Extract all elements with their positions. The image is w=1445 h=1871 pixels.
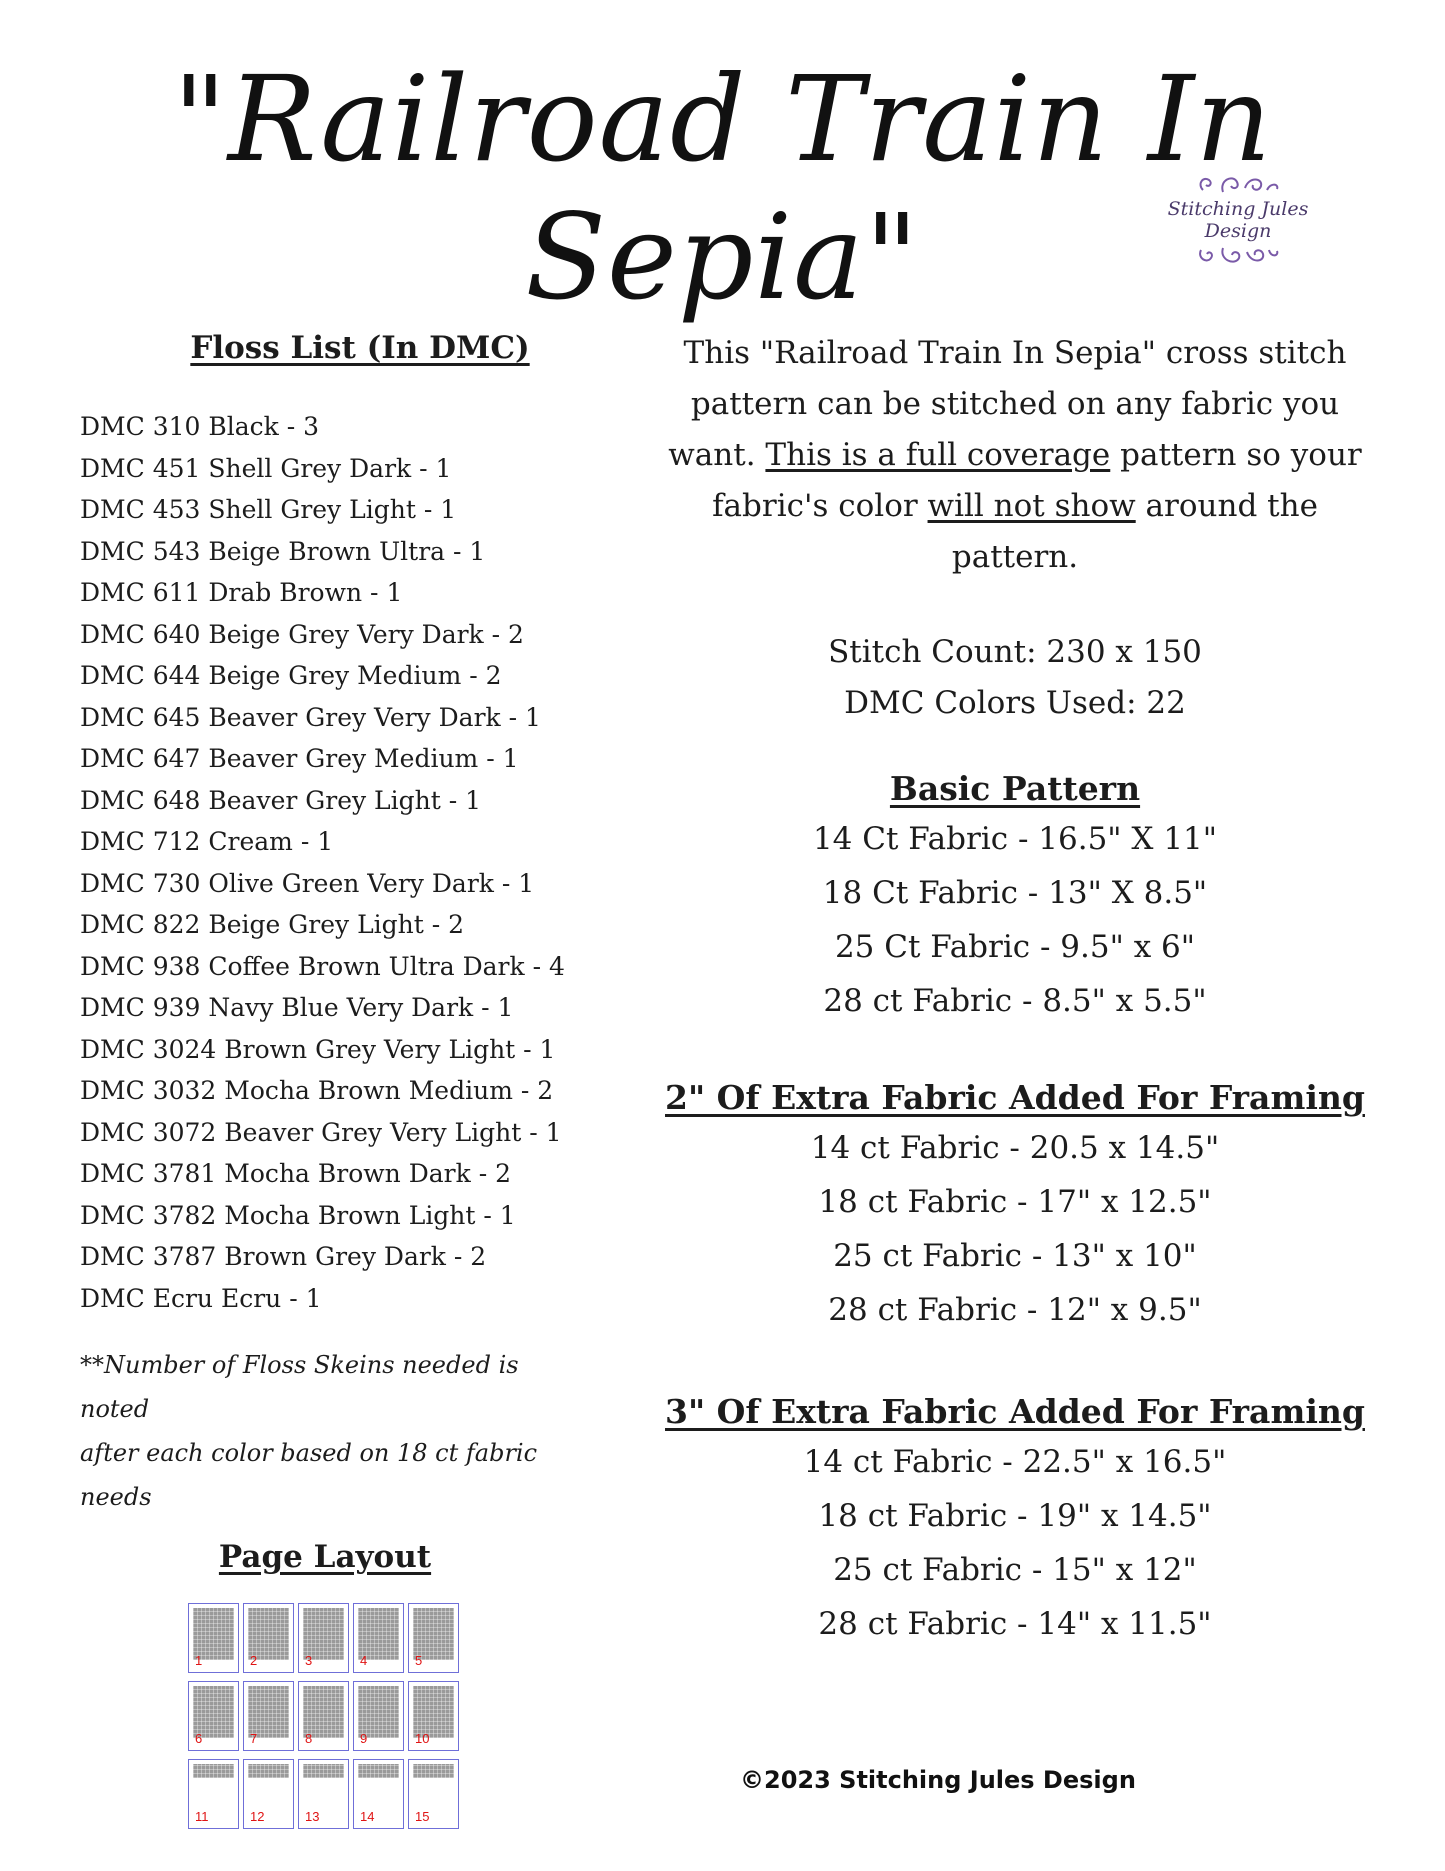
page-layout-heading: Page Layout	[218, 1539, 432, 1575]
size-item: 28 ct Fabric - 14" x 11.5"	[818, 1606, 1212, 1642]
page-number: 8	[305, 1731, 313, 1746]
floss-note-line: after each color based on 18 ct fabric needs	[80, 1439, 538, 1511]
pattern-info-column	[660, 328, 1370, 1651]
floss-item: DMC 3072 Beaver Grey Very Light - 1	[80, 1117, 562, 1147]
size-item: 28 ct Fabric - 12" x 9.5"	[828, 1292, 1202, 1328]
full-coverage-emphasis: This is a full coverage	[765, 437, 1111, 473]
size-item: 18 Ct Fabric - 13" X 8.5"	[822, 875, 1208, 911]
brand-logo	[1138, 170, 1338, 274]
floss-item: DMC 730 Olive Green Very Dark - 1	[80, 868, 535, 898]
basic-pattern-heading: Basic Pattern	[889, 769, 1141, 808]
page-thumbnail	[353, 1681, 404, 1751]
page-title: "Railroad Train In Sepia"	[172, 50, 1273, 326]
basic-size-list	[660, 812, 1370, 1028]
floss-item: DMC 645 Beaver Grey Very Dark - 1	[80, 702, 541, 732]
floss-item: DMC 822 Beige Grey Light - 2	[80, 910, 465, 939]
floss-item: DMC 611 Drab Brown - 1	[80, 578, 403, 607]
page-thumbnail	[188, 1681, 239, 1751]
size-item: 18 ct Fabric - 17" x 12.5"	[818, 1184, 1212, 1220]
page-number: 7	[250, 1731, 258, 1746]
intro-text: around the pattern.	[951, 488, 1318, 575]
page-thumbnail	[353, 1759, 404, 1829]
floss-item: DMC 3024 Brown Grey Very Light - 1	[80, 1034, 556, 1064]
page-thumbnail	[298, 1759, 349, 1829]
page-number: 12	[250, 1809, 265, 1824]
extra-2in-size-list	[660, 1121, 1370, 1337]
size-item: 25 Ct Fabric - 9.5" x 6"	[834, 929, 1196, 965]
size-item: 18 ct Fabric - 19" x 14.5"	[818, 1498, 1212, 1534]
page-number: 9	[360, 1731, 368, 1746]
extra-3in-size-list	[660, 1435, 1370, 1651]
page-thumbnail	[408, 1603, 459, 1673]
floss-item: DMC 647 Beaver Grey Medium - 1	[80, 744, 519, 773]
size-item: 25 ct Fabric - 13" x 10"	[833, 1238, 1197, 1274]
size-item: 25 ct Fabric - 15" x 12"	[833, 1552, 1197, 1588]
extra-2in-heading: 2" Of Extra Fabric Added For Framing	[665, 1078, 1365, 1117]
page-thumbnail	[243, 1603, 294, 1673]
floss-item: DMC 3781 Mocha Brown Dark - 2	[80, 1159, 512, 1188]
floss-item: DMC 644 Beige Grey Medium - 2	[80, 661, 502, 690]
size-item: 14 ct Fabric - 22.5" x 16.5"	[803, 1444, 1227, 1480]
page-number: 4	[360, 1653, 368, 1668]
floss-item: DMC 640 Beige Grey Very Dark - 2	[80, 619, 524, 649]
page-number: 14	[360, 1809, 375, 1824]
colors-used: DMC Colors Used: 22	[844, 685, 1186, 721]
floss-item: DMC 648 Beaver Grey Light - 1	[80, 785, 482, 815]
page-thumbnail	[243, 1681, 294, 1751]
floss-item: DMC 543 Beige Brown Ultra - 1	[80, 536, 486, 566]
basic-pattern-section	[660, 769, 1370, 1028]
page-thumbnail	[408, 1681, 459, 1751]
floss-item: DMC 310 Black - 3	[80, 412, 320, 441]
page-thumbnail	[298, 1681, 349, 1751]
floss-item: DMC 3032 Mocha Brown Medium - 2	[80, 1076, 554, 1105]
page-number: 10	[415, 1731, 430, 1746]
page-number: 1	[195, 1653, 203, 1668]
floss-item: DMC 939 Navy Blue Very Dark - 1	[80, 993, 514, 1022]
floss-item: DMC 712 Cream - 1	[80, 827, 334, 856]
extra-3in-section	[660, 1392, 1370, 1651]
extra-2in-section	[660, 1078, 1370, 1337]
page-thumbnail	[353, 1603, 404, 1673]
floss-note-line: **Number of Floss Skeins needed is noted	[80, 1351, 519, 1423]
page-number: 2	[250, 1653, 258, 1668]
swirl-ornament-icon	[1193, 170, 1283, 196]
intro-text: pattern so your fabric's color	[712, 437, 1362, 524]
floss-list	[80, 406, 580, 1319]
floss-item: DMC Ecru Ecru - 1	[80, 1283, 322, 1313]
page-thumbnail	[408, 1759, 459, 1829]
page-layout-grid	[188, 1603, 580, 1829]
size-item: 14 Ct Fabric - 16.5" X 11"	[812, 821, 1218, 857]
swirl-ornament-icon	[1193, 244, 1283, 270]
page-number: 13	[305, 1809, 320, 1824]
floss-item: DMC 453 Shell Grey Light - 1	[80, 495, 457, 524]
floss-list-heading: Floss List (In DMC)	[190, 330, 530, 366]
page-number: 5	[415, 1653, 423, 1668]
will-not-show-emphasis: will not show	[927, 488, 1136, 524]
floss-item: DMC 3782 Mocha Brown Light - 1	[80, 1200, 516, 1230]
extra-3in-heading: 3" Of Extra Fabric Added For Framing	[665, 1392, 1365, 1431]
floss-item: DMC 3787 Brown Grey Dark - 2	[80, 1242, 487, 1271]
page-thumbnail	[188, 1603, 239, 1673]
intro-text: This "Railroad Train In Sepia" cross stitch pattern can be stitched on any fabric you want.	[668, 335, 1347, 473]
copyright-notice: ©2023 Stitching Jules Design	[740, 1766, 1136, 1794]
page-thumbnail	[188, 1759, 239, 1829]
size-item: 28 ct Fabric - 8.5" x 5.5"	[823, 983, 1207, 1019]
pattern-stats	[660, 627, 1370, 729]
page-thumbnail	[298, 1603, 349, 1673]
page-number: 6	[195, 1731, 203, 1746]
floss-note	[80, 1343, 580, 1519]
stitch-count: Stitch Count: 230 x 150	[828, 634, 1202, 670]
page-number: 11	[195, 1809, 209, 1824]
page-number: 15	[415, 1809, 430, 1824]
logo-text: Stitching Jules Design	[1167, 198, 1309, 242]
size-item: 14 ct Fabric - 20.5 x 14.5"	[810, 1130, 1220, 1166]
floss-column	[80, 330, 580, 1829]
floss-item: DMC 451 Shell Grey Dark - 1	[80, 453, 452, 483]
intro-paragraph	[660, 328, 1370, 583]
floss-item: DMC 938 Coffee Brown Ultra Dark - 4	[80, 951, 565, 981]
page-number: 3	[305, 1653, 313, 1668]
page-thumbnail	[243, 1759, 294, 1829]
